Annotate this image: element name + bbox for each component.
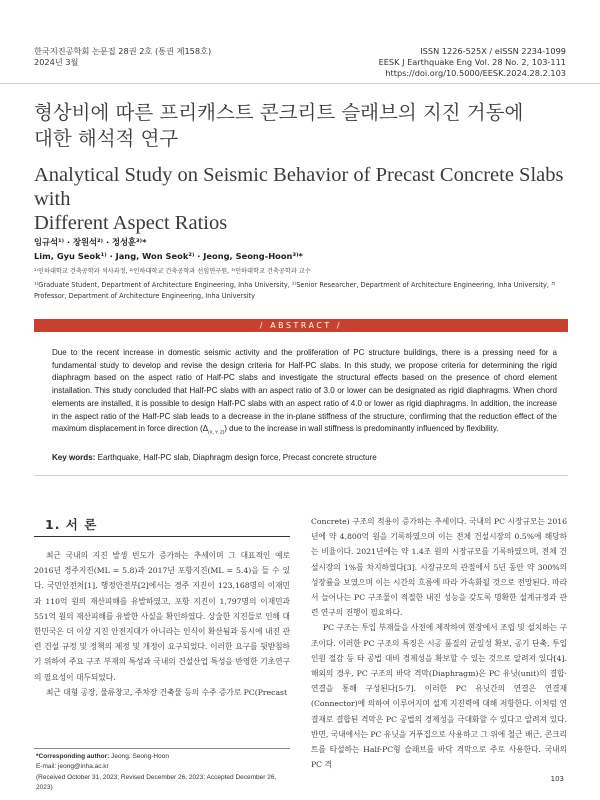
email[interactable]: E-mail: jeong@inha.ac.kr (36, 763, 109, 771)
footnote-divider (34, 748, 290, 749)
paragraph: 최근 국내의 지진 발생 빈도가 증가하는 추세이며 그 대표적인 예로 2016년 경주지진(ML = 5.8)과 2017년 포항지진(ML = 5.4)을 들 수 있다. 국민안전처[1], 행정안전부[2]에서는 경주 지진이 123,168명의 이재민과 110억 원의 재산피해를 유발하였고, 포항 지진이 1,797명의 이재민과 551억 원의 재산피해를 유발한 사실을 확인하였다. 상술한 지진들로 인해 대한민국은 더 이상 지진 안전지대가 아니라는 인식이 확산됨과 동시에 내진 관련 건설 규정 및 정책의 제정 및 개정이 요구되었다. 이러한 요구를 뒷받침하기 위하여 주요 구조 부재의 특성과 국내의 건설산업 특성을 반영한 기초연구의 필요성이 대두되었다. (34, 551, 290, 682)
delta-symbol: Δ (202, 424, 209, 434)
corresponding-label: *Corresponding author: (36, 753, 110, 760)
paragraph: Concrete) 구조의 적용이 증가하는 추세이다. 국내의 PC 시장규모는 2016년에 약 4,800억 원을 기록하였으며 이는 전체 건설시장의 0.5%에 해당하는 비율이다. 2021년에는 약 1.4조 원의 시장규모를 기록하였으며, 전체 건설시장의 1%를 차지하였다[3]. 시장규모의 관점에서 5년 동안 약 300%의 성장률을 보였으며 이는 시간의 흐름에 따라 가속화될 것으로 전망된다. 따라서 늘어나는 PC 구조물이 적절한 내진 성능을 갖도록 명확한 설계규정과 관련 연구의 진행이 필요하다. (311, 517, 567, 618)
paragraph: PC 구조는 투입 부재들을 사전에 제작하여 현장에서 조립 및 설치하는 구조이다. 이러한 PC 구조의 특징은 시공 품질의 균일성 확보, 공기 단축, 투입 인원 절감 등 타 공법 대비 경제성을 확보할 수 있는 것으로 알려져 있다[4]. 해외의 경우, PC 구조의 바닥 격막(Diaphragm)은 PC 유닛(unit)의 결합·연결을 통해 구성된다[5-7]. 이러한 PC 유닛간의 연결은 연결재(Connector)에 의하여 이루어지며 설계 지진력에 대해 저항한다. 이처럼 연결재로 결합된 격막은 PC 공법의 경제성을 극대화할 수 있다고 알려져 있다. 반면, 국내에서는 PC 유닛을 거푸집으로 사용하고 그 위에 철근 배근, 콘크리트를 타설하는 Half-PC형 슬래브를 바닥 격막으로 주로 사용한다. 국내의 PC 격 (311, 623, 567, 770)
authors-english: Lim, Gyu Seok¹⁾ · Jang, Won Seok²⁾ · Jeong, Seong-Hoon³⁾* (34, 251, 303, 261)
corresponding-name: Jeong, Seong-Hoon (111, 753, 169, 760)
section-underline (34, 536, 290, 537)
title-english: Analytical Study on Seismic Behavior of Precast Concrete Slabs with Different Aspect Ratios (34, 164, 564, 234)
received-dates: (Received October 31, 2023; Revised December 26, 2023; Accepted December 26, 2023) (36, 773, 277, 791)
journal-header-right (379, 46, 566, 79)
left-column (34, 548, 290, 700)
title-korean: 형상비에 따른 프리캐스트 콘크리트 슬래브의 지진 거동에 대한 해석적 연구 (34, 101, 524, 150)
abstract-heading: / ABSTRACT / (34, 319, 568, 332)
affiliations-english: ¹⁾Graduate Student, Department of Architecture Engineering, Inha University, ²⁾Senior Researcher, Department of Architecture Engineering, Inha University, ³⁾Professor, Department of Architecture Engineering, Inha University (34, 281, 556, 300)
journal-name-ko: 한국지진공학회 논문집 28권 2호 (통권 제158호) (34, 46, 212, 56)
journal-name-en: EESK J Earthquake Eng Vol. 28 No. 2, 103-111 (378, 57, 566, 67)
issn: ISSN 1226-525X / eISSN 2234-1099 (420, 46, 566, 56)
journal-header-left (34, 46, 211, 68)
section-title: 1. 서 론 (45, 517, 98, 532)
footnote (36, 752, 292, 793)
authors-korean: 임규석¹⁾ · 장원석²⁾ · 정성훈³⁾* (34, 237, 147, 247)
right-column (311, 514, 567, 772)
keywords: Key words: Earthquake, Half-PC slab, Diaphragm design force, Precast concrete structure (52, 453, 377, 462)
abstract-divider (34, 475, 568, 476)
delta-subscript: (X, Y, Z) (208, 429, 225, 435)
paragraph: 최근 대형 공장, 물류창고, 주차장 건축물 등의 수주 증가로 PC(Precast (46, 687, 288, 697)
issue-date-ko: 2024년 3월 (34, 57, 79, 67)
affiliations-korean: ¹⁾인하대학교 건축공학과 석사과정, ²⁾인하대학교 건축공학과 선임연구원, ³⁾인하대학교 건축공학과 교수 (34, 268, 311, 275)
abstract-body: Due to the recent increase in domestic seismic activity and the proliferation of PC structure buildings, there is a pressing need for a fundamental study to develop and revise the design criteria for Half-PC slabs. In this study, we propose criteria for determining the rigid diaphragm based on the aspect ratio of Half-PC slabs and investigate the structural effects based on the presence of chord element installation. This study concluded that Half-PC slabs with an aspect ratio of 3.0 or lower can be designated as rigid diaphragms. When chord elements are installed, it is possible to design Half-PC slabs with an aspect ratio of 4.0 or lower as rigid diaphragms. In addition, the increase in the aspect ratio of the Half-PC slab leads to a decrease in the in-plane stiffness of the structure, confirming that the reduction effect of the maximum displacement in force direction $(\Delta_{(X, Y, Z)})$ due to the increase in wall stiffness is predominantly influenced by flexibility. (52, 348, 557, 435)
page-number: 103 (550, 775, 564, 783)
doi-link[interactable]: https://doi.org/10.5000/EESK.2024.28.2.103 (385, 68, 566, 78)
header-divider (0, 83, 600, 84)
